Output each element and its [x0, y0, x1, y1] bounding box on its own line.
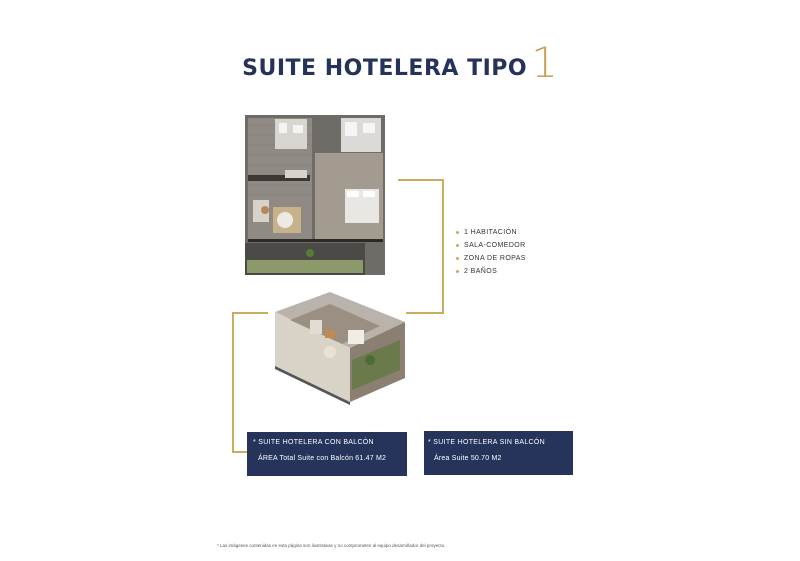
without-balcony-title: * SUITE HOTELERA SIN BALCÓN — [428, 439, 546, 446]
footnote: * Las imágenes contenidas en esta página son ilustrativas y no comprometen al equipo desarrollador del proyecto. — [217, 543, 446, 548]
feature-label: 1 HABITACIÓN — [464, 229, 517, 236]
feature-item — [456, 265, 526, 278]
with-balcony-area: ÁREA Total Suite con Balcón 61.47 M2 — [258, 455, 387, 462]
feature-label: 2 BAÑOS — [464, 268, 498, 275]
connector-line-left-vertical — [232, 312, 234, 452]
bullet-icon — [456, 270, 459, 273]
without-balcony-area: Área Suite 50.70 M2 — [434, 455, 502, 462]
feature-item — [456, 252, 526, 265]
connector-line-top-horizontal — [398, 179, 443, 181]
feature-label: SALA-COMEDOR — [464, 242, 526, 249]
feature-item — [456, 239, 526, 252]
connector-line-mid-horizontal — [406, 312, 444, 314]
bullet-icon — [456, 244, 459, 247]
feature-label: ZONA DE ROPAS — [464, 255, 526, 262]
connector-line-left-to-box — [232, 451, 248, 453]
title-text: SUITE HOTELERA TIPO — [242, 56, 528, 81]
page-title — [0, 38, 800, 87]
bullet-icon — [456, 257, 459, 260]
without-balcony-info-box — [424, 431, 573, 475]
connector-line-top-vertical — [442, 179, 444, 313]
features-list — [456, 226, 526, 278]
isometric-render-image — [270, 290, 410, 405]
floor-plan-image — [245, 115, 385, 275]
connector-line-left-horizontal — [232, 312, 268, 314]
title-number: 1 — [531, 38, 558, 87]
bullet-icon — [456, 231, 459, 234]
feature-item — [456, 226, 526, 239]
with-balcony-info-box — [247, 432, 407, 476]
with-balcony-title: * SUITE HOTELERA CON BALCÓN — [253, 439, 374, 446]
